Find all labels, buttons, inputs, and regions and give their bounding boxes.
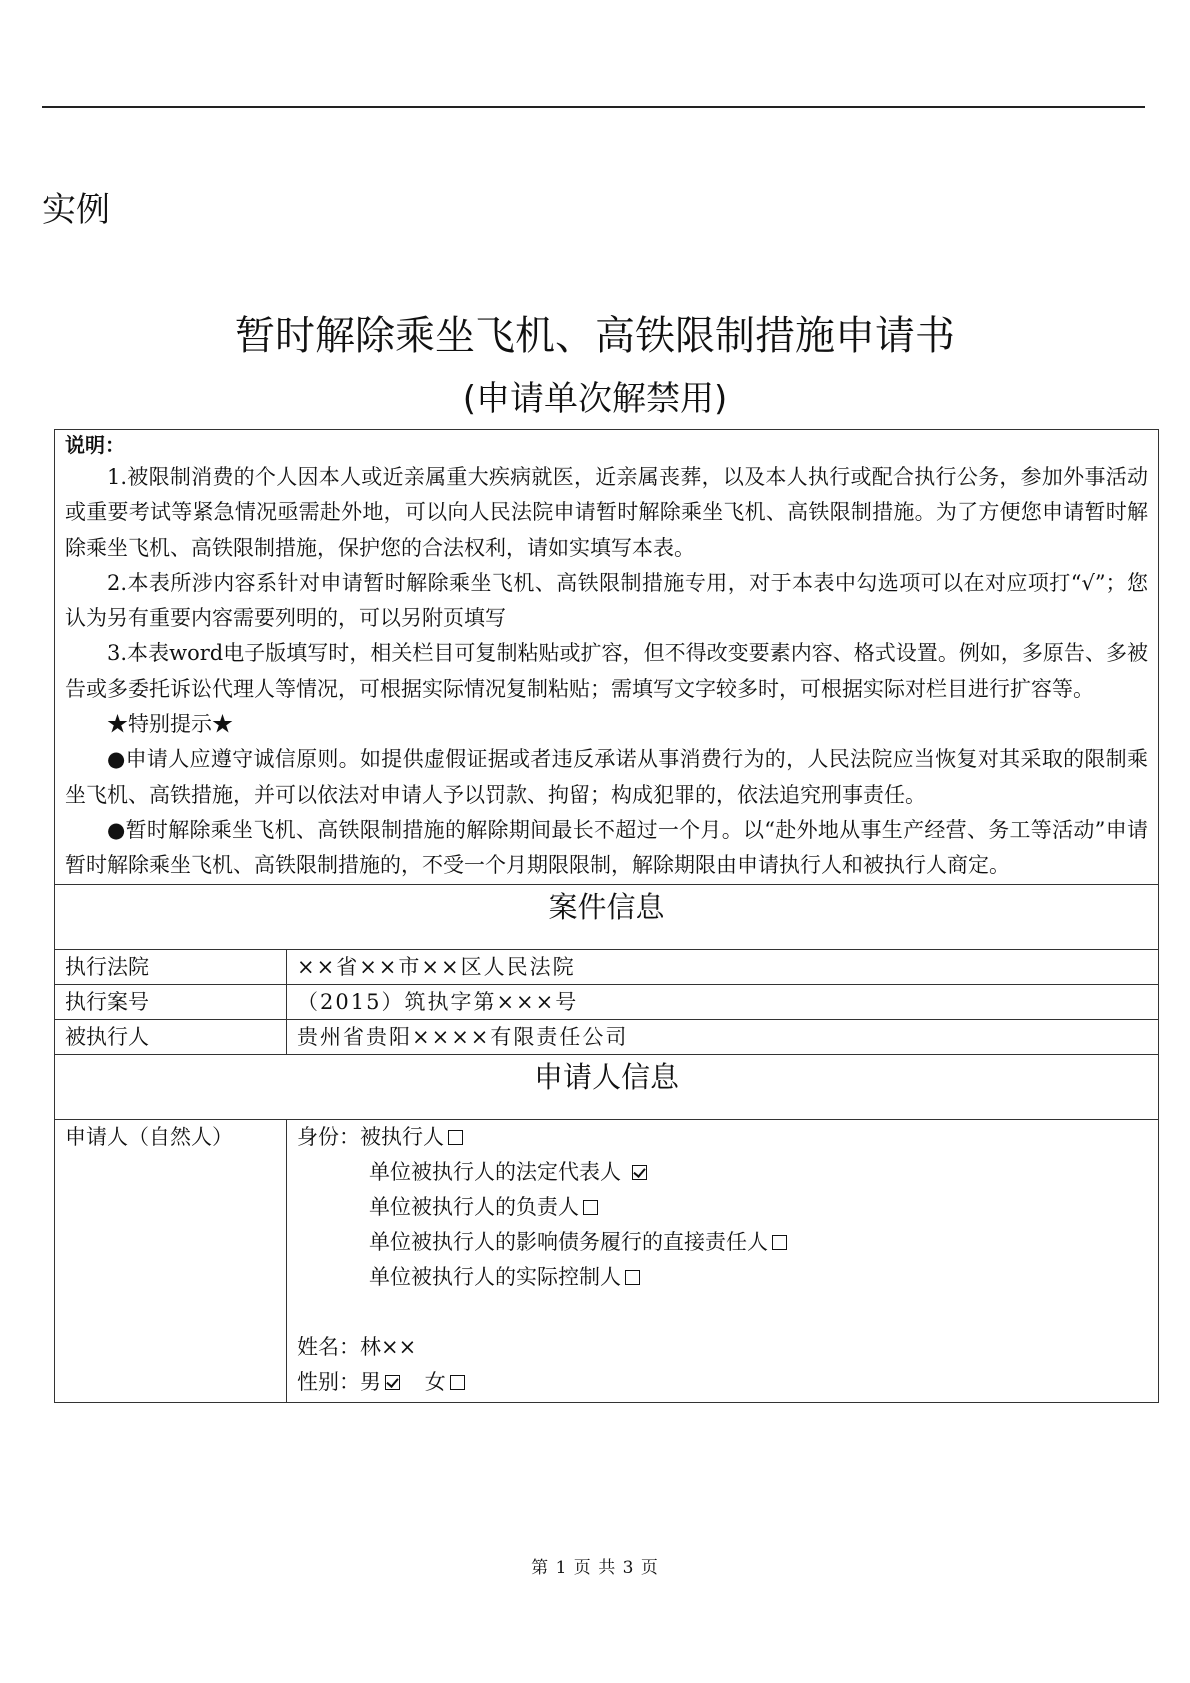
notes-row	[55, 430, 1159, 885]
identity-label: 身份：	[297, 1124, 360, 1149]
gender-male-label: 男	[360, 1369, 381, 1394]
case-number-row	[55, 984, 1159, 1019]
identity-checkbox-4[interactable]	[772, 1235, 787, 1250]
spacer	[297, 1295, 1148, 1330]
identity-option-4	[297, 1225, 1148, 1260]
respondent-row	[55, 1019, 1159, 1054]
identity-option-label: 单位被执行人的影响债务履行的直接责任人	[369, 1229, 768, 1254]
identity-checkbox-5[interactable]	[625, 1270, 640, 1285]
application-form-table	[54, 429, 1159, 1403]
name-value[interactable]: 林××	[360, 1334, 417, 1359]
special-notice-heading: ★特别提示★	[107, 712, 233, 737]
note-paragraph-3: 3.本表word电子版填写时，相关栏目可复制粘贴或扩容，但不得改变要素内容、格式设置。例如，多原告、多被告或多委托诉讼代理人等情况，可根据实际情况复制粘贴；需填写文字较多时，可根据实际对栏目进行扩容等。	[65, 641, 1148, 701]
gender-female-label: 女	[424, 1369, 446, 1394]
court-value[interactable]: ××省××市××区人民法院	[287, 949, 1159, 984]
notes-cell	[55, 430, 1159, 885]
name-label: 姓名：	[297, 1334, 360, 1359]
case-info-section-title: 案件信息	[55, 884, 1159, 949]
identity-option-5	[297, 1260, 1148, 1295]
respondent-value[interactable]: 贵州省贵阳××××有限责任公司	[287, 1019, 1159, 1054]
identity-option-label: 单位被执行人的法定代表人	[369, 1159, 621, 1184]
notes-heading: 说明：	[65, 433, 125, 457]
header-rule	[42, 106, 1145, 108]
identity-option-1	[297, 1120, 1148, 1155]
name-line	[297, 1330, 1148, 1365]
applicant-info-section-title: 申请人信息	[55, 1054, 1159, 1119]
identity-option-3	[297, 1190, 1148, 1225]
applicant-type-label: 申请人（自然人）	[55, 1119, 287, 1402]
court-row	[55, 949, 1159, 984]
gender-female-checkbox[interactable]	[450, 1375, 465, 1390]
court-label: 执行法院	[55, 949, 287, 984]
applicant-row	[55, 1119, 1159, 1402]
identity-checkbox-2[interactable]	[632, 1165, 647, 1180]
document-subtitle: (申请单次解禁用)	[462, 379, 728, 419]
identity-checkbox-1[interactable]	[448, 1130, 463, 1145]
case-number-label: 执行案号	[55, 984, 287, 1019]
respondent-label: 被执行人	[55, 1019, 287, 1054]
gender-male-checkbox[interactable]	[385, 1375, 400, 1390]
identity-option-label: 被执行人	[360, 1124, 444, 1149]
notice-paragraph-1: ●申请人应遵守诚信原则。如提供虚假证据或者违反承诺从事消费行为的，人民法院应当恢复对其采取的限制乘坐飞机、高铁措施，并可以依法对申请人予以罚款、拘留；构成犯罪的，依法追究刑事责任。	[65, 747, 1148, 807]
case-info-header-row	[55, 884, 1159, 949]
notice-paragraph-2: ●暂时解除乘坐飞机、高铁限制措施的解除期间最长不超过一个月。以“赴外地从事生产经营、务工等活动”申请暂时解除乘坐飞机、高铁限制措施的，不受一个月期限限制，解除期限由申请执行人和被执行人商定。	[65, 817, 1148, 878]
document-title: 暂时解除乘坐飞机、高铁限制措施申请书	[235, 313, 955, 359]
note-paragraph-1: 1.被限制消费的个人因本人或近亲属重大疾病就医，近亲属丧葬，以及本人执行或配合执行公务，参加外事活动或重要考试等紧急情况亟需赴外地，可以向人民法院申请暂时解除乘坐飞机、高铁限制措施。为了方便您申请暂时解除乘坐飞机、高铁限制措施，保护您的合法权利，请如实填写本表。	[65, 465, 1148, 560]
identity-option-label: 单位被执行人的实际控制人	[369, 1264, 621, 1289]
identity-option-2	[297, 1155, 1148, 1190]
note-paragraph-2: 2.本表所涉内容系针对申请暂时解除乘坐飞机、高铁限制措施专用，对于本表中勾选项可以在对应项打“√”；您认为另有重要内容需要列明的，可以另附页填写	[65, 570, 1148, 631]
gender-label: 性别：	[297, 1369, 360, 1394]
example-label: 实例	[42, 190, 110, 230]
page-number: 第 1 页 共 3 页	[531, 1558, 659, 1578]
identity-option-label: 单位被执行人的负责人	[369, 1194, 579, 1219]
applicant-details-cell	[287, 1119, 1159, 1402]
applicant-info-header-row	[55, 1054, 1159, 1119]
gender-line	[297, 1365, 1148, 1400]
identity-checkbox-3[interactable]	[583, 1200, 598, 1215]
case-number-value[interactable]: （2015）筑执字第×××号	[287, 984, 1159, 1019]
